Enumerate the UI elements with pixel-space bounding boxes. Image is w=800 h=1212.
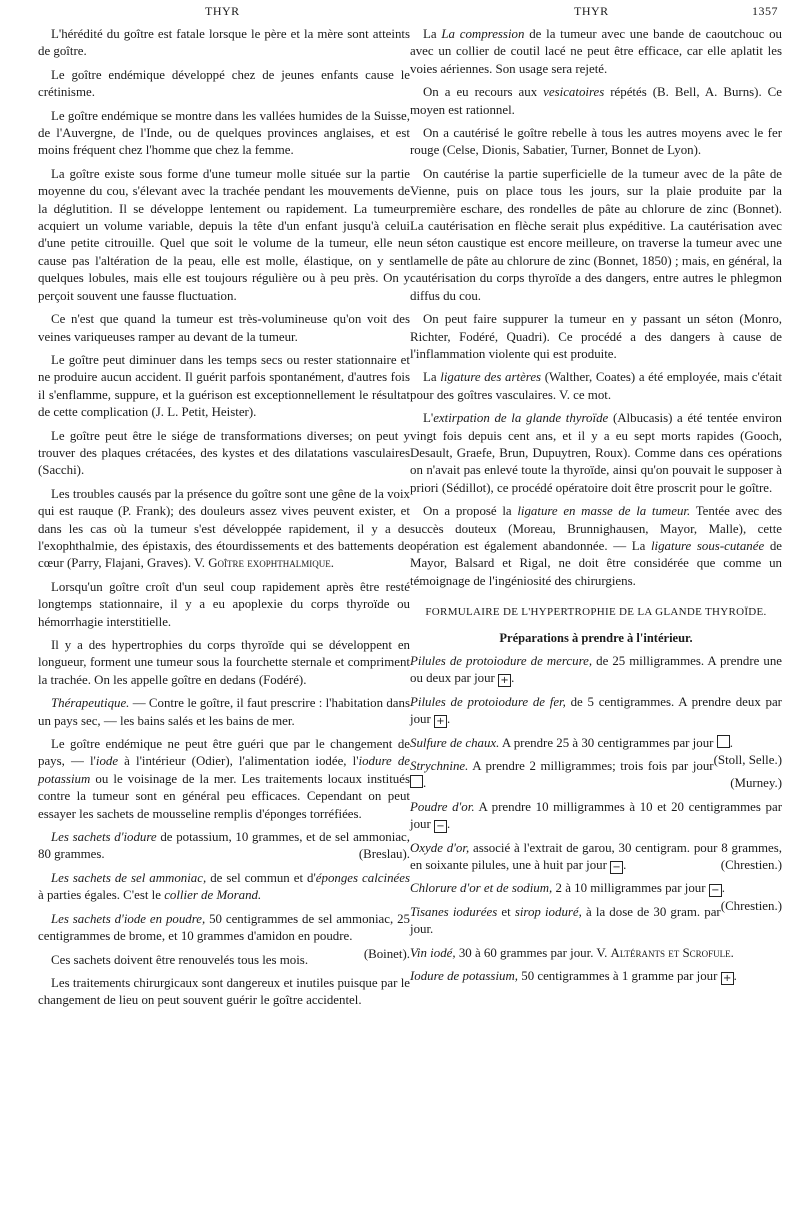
paragraph: Thérapeutique. — Contre le goître, il faut prescrire : l'habitation dans un pays sec, — les bains salés et les bains de mer. (38, 696, 410, 728)
formula-item: Vin iodé, 30 à 60 grammes par jour. V. Altérants et Scrofule. (410, 945, 734, 960)
formula-item: Poudre d'or. A prendre 10 milligrammes à 10 et 20 centigrammes par jour − . (410, 799, 782, 833)
empty-box-icon (717, 735, 730, 748)
paragraph: Le goître endémique développé chez de jeunes enfants cause le crétinisme. (38, 67, 410, 100)
plus-box-icon: + (498, 674, 511, 687)
formula-item: Pilules de protoiodure de fer, de 5 centigrammes. A prendre deux par jour + . (410, 694, 782, 728)
paragraph: L'extirpation de la glande thyroïde (Albucasis) a été tentée environ vingt fois depuis cent ans, et il y a eu sept morts rapides (Gooch, Desault, Graefe, Brun, Dupuytren, Roux). Comme dans ces opérations on n'avait pas enlevé toute la thyroïde, ainsi qu'on pouvait le supposer à priori (Sédillot), ce procédé opératoire doit être proscrit pour le goître. (410, 411, 782, 495)
paragraph: Les troubles causés par la présence du goître sont une gêne de la voix qui est rauque (P. Frank); des douleurs assez vives peuvent exister, et dans les cas où la tumeur s'est développée rapidement, il y a de l'exophthalmie, des épistaxis, des étourdissements et des battements de cœur (Parry, Flajani, Graves). V. Goître exophthalmique. (38, 486, 410, 571)
right-column (410, 26, 782, 992)
paragraph: Le goître peut diminuer dans les temps secs ou rester stationnaire et ne produire aucun accident. Il guérit parfois spontanément, d'autres fois il s'enflamme, suppure, et la guérison est exceptionnellement le résultat de cette complication (J. L. Petit, Heister). (38, 352, 410, 420)
paragraph: Le goître peut être le siége de transformations diverses; on peut y trouver des plaques crétacées, des kystes et des dilatations vasculaires (Sacchi). (38, 428, 410, 478)
paragraph: La ligature des artères (Walther, Coates) a été employée, mais c'était pour des goîtres vasculaires. V. ce mot. (410, 370, 782, 402)
formula-item: Sulfure de chaux. A prendre 25 à 30 centigrammes par jour . (Stoll, Selle.) (410, 735, 782, 768)
minus-box-icon: − (709, 884, 722, 897)
minus-box-icon: − (610, 861, 623, 874)
empty-box-icon (410, 775, 423, 788)
paragraph: La La compression de la tumeur avec une bande de caoutchouc ou avec un collier de coutil lacé ne peut être efficace, car elle aplatit les voies aériennes. Son usage sera rejeté. (410, 27, 782, 76)
section-title-therapeutique: Thérapeutique. (51, 696, 130, 711)
running-head-center: THYR (574, 4, 609, 18)
minus-box-icon: − (434, 820, 447, 833)
paragraph: Les traitements chirurgicaux sont dangereux et inutiles puisque par le changement de lieu on peut souvent guérir le goître accidentel. (38, 975, 410, 1008)
paragraph: Ce n'est que quand la tumeur est très-volumineuse qu'on voit des veines variqueuses ramper au devant de la tumeur. (38, 312, 410, 344)
paragraph: L'hérédité du goître est fatale lorsque le père et la mère sont atteints de goître. (38, 27, 410, 59)
paragraph: On cautérise la partie superficielle de la tumeur avec de la pâte de Vienne, puis on place tous les jours, sur la plaie produite par la première eschare, des rondelles de pâte au chlorure de zinc (Bonnet). La cautérisation en flèche serait plus expéditive. La cautérisation avec un séton caustique est encore meilleure, on traverse la tumeur avec une lamelle de pâte au chlorure de zinc (Bonnet, 1850) ; mais, en général, la cautérisation du corps thyroïde a des dangers, entre autres le phlegmon diffus du cou. (410, 166, 782, 303)
formula-item: Pilules de protoiodure de mercure, de 25 milligrammes. A prendre une ou deux par jour + . (410, 654, 782, 687)
paragraph: Le goître endémique se montre dans les vallées humides de la Suisse, de l'Auvergne, de l'Inde, ou de quelques provinces anglaises, et est moins fréquent chez l'homme que chez la femme. (38, 108, 410, 158)
paragraph: Les sachets d'iodure de potassium, 10 grammes, et de sel ammoniac, 80 grammes. (Breslau). (38, 830, 410, 862)
left-column (38, 26, 410, 1016)
running-head-left: THYR (205, 4, 240, 18)
paragraph: On a proposé la ligature en masse de la tumeur. Tentée avec des succès douteux (Moreau, Brunnighausen, Mayor, Malle), cette opération est également abandonnée. — La ligature sous-cutanée de Mayor, Balsard et Rigal, ne doit être considérée que comme un témoignage de l'ingéniosité des chirurgiens. (410, 504, 782, 588)
preparations-subheading: Préparations à prendre à l'intérieur. (499, 630, 693, 645)
formula-item: Oxyde d'or, associé à l'extrait de garou, 30 centigram. pour 8 grammes, en soixante pilules, une à huit par jour − . (Chrestien.) (410, 840, 782, 874)
paragraph: Il y a des hypertrophies du corps thyroïde qui se développent en longueur, forment une tumeur sous la fourchette sternale et compriment la trachée. On les appelle goître en dedans (Fodéré). (38, 638, 410, 687)
formula-item: Chlorure d'or et de sodium, 2 à 10 milligrammes par jour − . (Chrestien.) (410, 881, 782, 913)
paragraph: On a eu recours aux vesicatoires répétés (B. Bell, A. Burns). Ce moyen est rationnel. (410, 85, 782, 117)
plus-box-icon: + (434, 715, 447, 728)
paragraph: Les sachets de sel ammoniac, de sel commun et d'éponges calcinées à parties égales. C'est le collier de Morand. (38, 870, 410, 903)
paragraph: Les sachets d'iode en poudre, 50 centigrammes de sel ammoniac, 25 centigrammes de brome, et 10 grammes d'amidon en poudre. (Boinet). (38, 911, 410, 961)
formulaire-heading: FORMULAIRE DE L'HYPERTROPHIE DE LA GLANDE THYROÏDE. (425, 606, 767, 619)
paragraph: On peut faire suppurer la tumeur en y passant un séton (Monro, Richter, Fodéré, Quadri). Ce procédé a des dangers à cause de l'inflammation violente qui est produite. (410, 312, 782, 361)
formula-item: Tisanes iodurées et sirop ioduré, à la dose de 30 gram. par jour. (410, 904, 721, 937)
paragraph: La goître existe sous forme d'une tumeur molle située sur la partie moyenne du cou, s'élevant avec la trachée pendant les mouvements de la déglutition. Il se développe lentement ou rapidement. La tumeur acquiert un volume variable, depuis la tête d'un enfant jusqu'à celui d'une petite citrouille. Quel que soit le volume de la tumeur, elle ne cause pas l'altération de la peau, elle est molle, élastique, on y sent quelques lobules, mais elle est toujours régulière ou à peu près. On y perçoit souvent une fausse fluctuation. (38, 166, 410, 303)
cross-reference: Goître exophthalmique. (208, 556, 334, 571)
formula-item: Iodure de potassium, 50 centigrammes à 1 gramme par jour + . (410, 969, 737, 985)
paragraph: Lorsqu'un goître croît d'un seul coup rapidement après être resté longtemps stationnaire, il y a eu apoplexie du corps thyroïde ou hémorrhagie interstitielle. (38, 579, 410, 629)
paragraph: Le goître endémique ne peut être guéri que par le changement de pays, — l'iode à l'intérieur (Odier), l'alimentation iodée, l'iodure de potassium ou le voisinage de la mer. Les traitements locaux institués contre la tumeur sont en général peu efficaces. Cependant on peut essayer les sachets de mousseline remplis d'éponges torréfiées. (38, 737, 410, 821)
page-number: 1357 (752, 4, 778, 18)
paragraph: On a cautérisé le goître rebelle à tous les autres moyens avec le fer rouge (Celse, Dionis, Sabatier, Turner, Bonnet de Lyon). (410, 126, 782, 158)
paragraph: Ces sachets doivent être renouvelés tous les mois. (51, 952, 309, 967)
plus-box-icon: + (721, 972, 734, 985)
formula-item: Strychnine. A prendre 2 milligrammes; trois fois par jour . (Murney.) (410, 759, 782, 791)
